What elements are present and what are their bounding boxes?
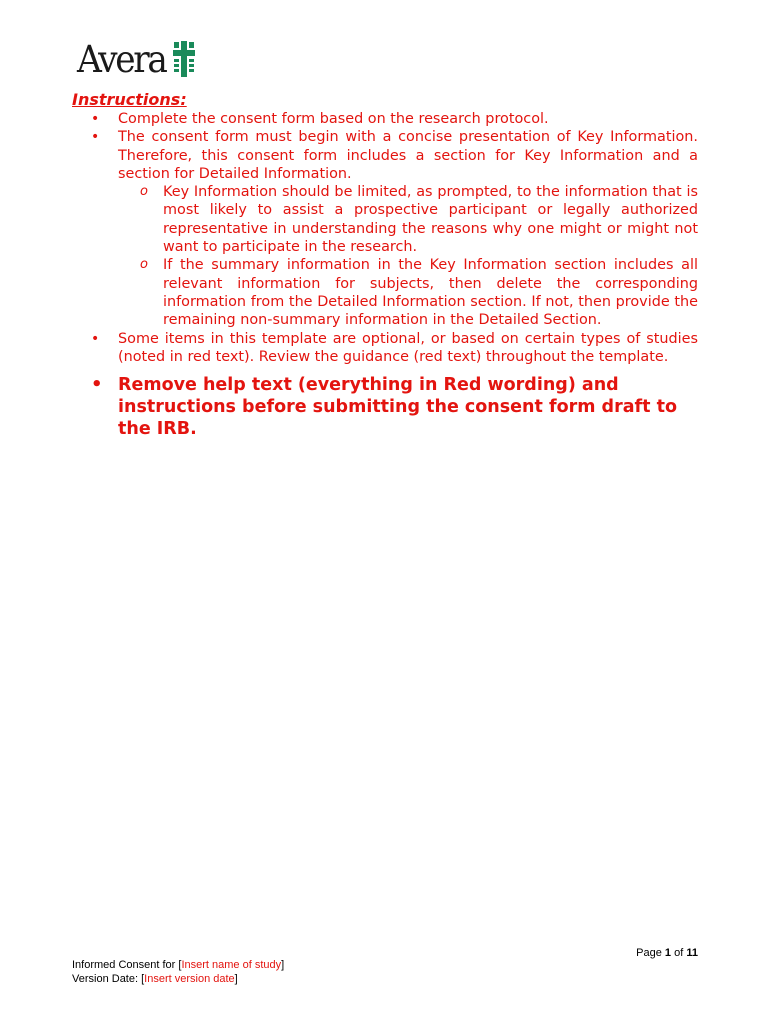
instruction-text: Some items in this template are optional, or based on certain types of studies (noted in red text). Review the guidance (red text) throughout the template. [118,330,698,365]
bullet-icon: • [91,330,100,347]
page-label: Page [636,947,662,959]
version-date-placeholder: Insert version date [144,973,235,985]
avera-logo [77,40,195,80]
footer-version-suffix: ] [234,973,238,985]
list-item [72,330,698,367]
instructions-section [72,90,698,440]
list-item [72,128,698,183]
sub-list-item [72,183,698,256]
sub-instruction-text: Key Information should be limited, as prompted, to the information that is most likely to assist a prospective participant or legally authorized representative in understanding the reasons why one might or might not want to participate in the research. [163,184,698,256]
page-total: 11 [686,947,698,959]
footer-study-prefix: Informed Consent for [ [72,959,182,971]
page-number [636,947,698,959]
page-of: of [674,947,684,959]
list-item [72,110,698,128]
footer [72,958,284,986]
sub-list-item [72,256,698,329]
bullet-icon: • [91,129,100,146]
instruction-text: The consent form must begin with a concise presentation of Key Information. Therefore, this consent form includes a section for Key Information and a section for Detailed Information. [118,129,698,182]
sub-instruction-text: If the summary information in the Key Information section includes all relevant information for subjects, then delete the corresponding information from the Detailed Information section. If not, then provide the remaining non-summary information in the Detailed Section. [163,257,698,329]
instruction-text: Complete the consent form based on the research protocol. [118,111,549,127]
footer-version-prefix: Version Date: [ [72,973,145,985]
bullet-icon: • [91,111,100,127]
instructions-heading: Instructions: [72,90,187,109]
sub-bullet-icon: o [140,257,148,273]
bullet-icon: • [91,374,103,396]
study-name-placeholder: Insert name of study [181,959,282,971]
footer-study-line [72,958,284,972]
logo-text: Avera [77,38,166,81]
footer-study-suffix: ] [281,959,285,971]
footer-version-line [72,972,284,986]
list-item-emphasis [72,374,698,440]
page-current: 1 [664,947,672,959]
sub-bullet-icon: o [140,184,148,200]
emphasis-text: Remove help text (everything in Red wording) and instructions before submitting the consent form draft to the IRB. [118,375,677,440]
avera-cross-icon [173,41,195,77]
